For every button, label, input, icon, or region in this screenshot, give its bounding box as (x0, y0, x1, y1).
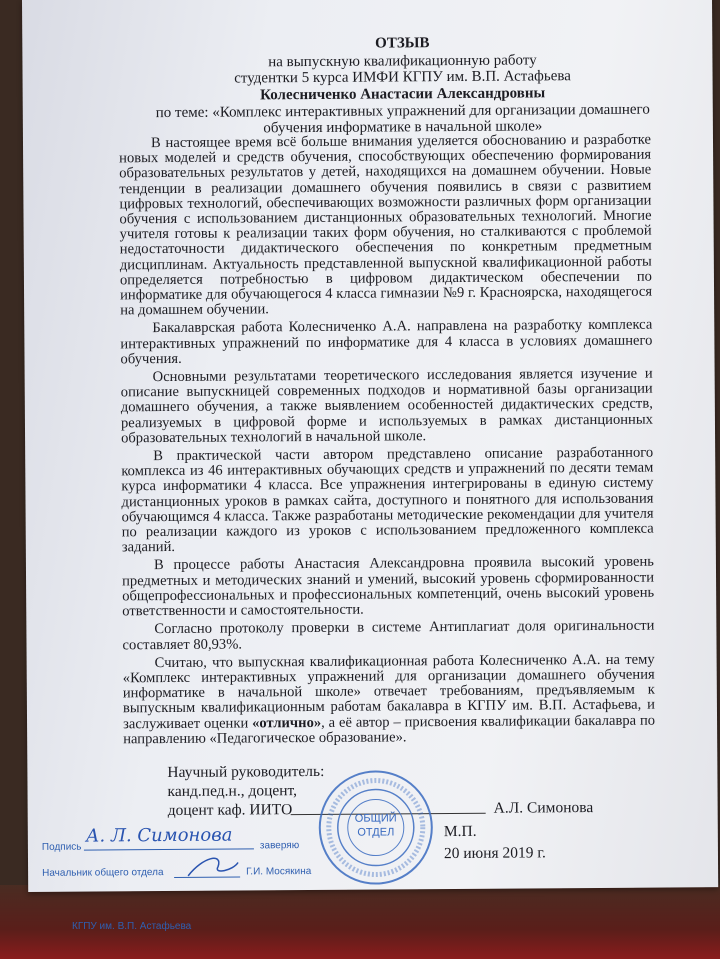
certify-label: заверяю (259, 840, 300, 852)
paragraph: В практической части автором представлено описание разработанного комплекса из 46 интерактивных обучающих средств и упражнений по десяти темам курса информатики 4 класса. Все упражнения интегрированы в единую систему дистанционных уроков в рамках сайта, доступного и понятного для использования обучающимся 4 класса. Также разработаны методические рекомендации для учителя по реализации каждого из уроков с использованием предложенного комплекса заданий. (121, 444, 654, 556)
conclusion-paragraph (123, 652, 656, 747)
head-name: Г.И. Мосякина (246, 866, 312, 878)
head-signature-icon (183, 850, 243, 878)
supervisor-name: А.Л. Симонова (493, 799, 594, 817)
student-name: Колесниченко Анастасии Александровны (260, 85, 546, 104)
stamp-center-text: ОБЩИЙ ОТДЕЛ (354, 812, 397, 839)
supervisor-degree: канд.пед.н., доцент, (167, 782, 298, 801)
handwritten-signature: А. Л. Симонова (85, 824, 233, 847)
subtitle: на выпускную квалификационную работу (268, 52, 537, 71)
review-date: 20 июня 2019 г. (443, 844, 546, 863)
paragraph: Основными результатами теоретического исследования является изучение и описание выпускницей современных подходов и нормативной базы организации домашнего обучения, а также выявлением особенностей дидактических средств, реализуемых в цифровой форме и используемых в рамках дистанционных образовательных технологий в начальной школе. (120, 365, 653, 447)
stamp-place-label: М.П. (443, 822, 477, 841)
conclusion-text: Считаю, что выпускная квалификационная работа Колесниченко А.А. на тему «Комплекс интерактивных упражнений для организации домашнего обучения информатике в начальной школе» отвечает требованиям, предъявляемым к выпускным квалификационным работам бакалавра в КГПУ им. В.П. Астафьева, и заслуживает оценки (122, 651, 655, 732)
supervisor-position: доцент каф. ИИТО (167, 801, 293, 820)
podpis-label: Подпись (41, 841, 82, 853)
head-of-department-label: Начальник общего отдела (42, 867, 164, 879)
paragraph: Согласно протоколу проверки в системе Антиплагиат доля оригинальности составляет 80,93%. (122, 617, 655, 653)
student-info: студентки 5 курса ИМФИ КГПУ им. В.П. Астафьева (234, 68, 571, 87)
topic-line-2: обучения информатике в начальной школе» (263, 118, 543, 137)
review-document (22, 0, 718, 892)
paragraph: В процессе работы Анастасия Александровна проявила высокий уровень предметных и методических знаний и умений, высокий уровень сформированности общепрофессиональных и профессиональных компетенций, очень высокий уровень ответственности и самостоятельности. (122, 554, 655, 620)
doc-title: ОТЗЫВ (375, 35, 430, 52)
paragraph: В настоящее время всё больше внимания уделяется обоснованию и разработке новых моделей и средств обучения, способствующих обеспечению формирования образовательных результатов у детей, находящихся на домашнем обучении. Новые тенденции в реализации домашнего обучения появились в связи с развитием цифровых технологий, обеспечивающих возможности различных форм организации обучения с использованием дистанционных образовательных технологий. Многие учителя готовы к реализации таких форм обучения, но сталкиваются с проблемой недостаточности дидактического обеспечения по конкретным предметным дисциплинам. Актуальность представленной выпускной квалификационной работы определяется потребностью в цифровом дидактическом обеспечении по информатике для обучающегося 4 класса гимназии №9 г. Красноярска, находящегося на домашнем обучении. (119, 131, 653, 319)
university-label: КГПУ им. В.П. Астафьева (72, 921, 192, 932)
official-stamp (315, 767, 436, 888)
grade: «отлично» (252, 714, 322, 731)
conclusion-text-end: , а её автор – присвоения квалификации бакалавра по направлению «Педагогическое образование». (123, 712, 656, 748)
supervisor-role: Научный руководитель: (167, 762, 325, 782)
review-body (119, 133, 655, 751)
topic-line-1: по теме: «Комплекс интерактивных упражнений для организации домашнего (155, 101, 650, 122)
paragraph: Бакалаврская работа Колесниченко А.А. направлена на разработку комплекса интерактивных упражнений по информатике для 4 класса в условиях домашнего обучения. (120, 317, 653, 368)
